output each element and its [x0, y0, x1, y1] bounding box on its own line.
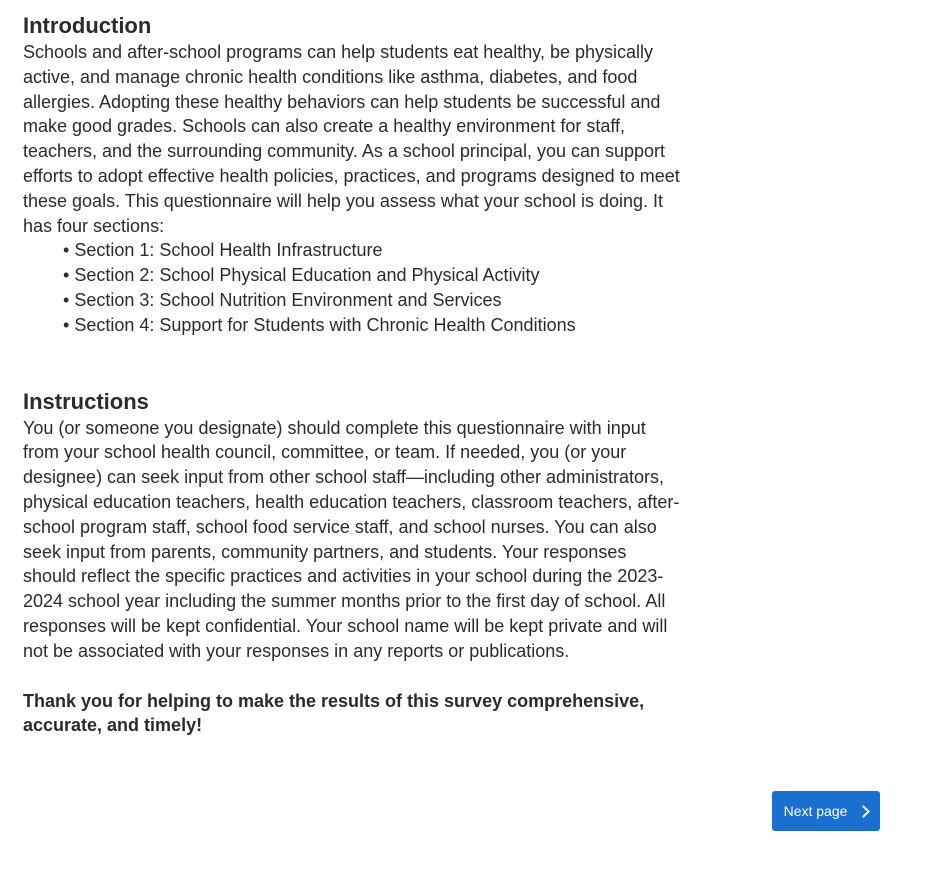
section-list-item: • Section 4: Support for Students with Chronic Health Conditions [63, 313, 683, 338]
instructions-heading: Instructions [23, 388, 149, 414]
next-page-label: Next page [783, 803, 848, 819]
section-list [23, 238, 683, 337]
instructions-body: You (or someone you designate) should complete this questionnaire with input from your school health council, committee, or team. If needed, you (or your designee) can seek input from other school staff—including other administrators, physical education teachers, health education teachers, classroom teachers, after-school program staff, school food service staff, and school nurses. You can also seek input from parents, community partners, and students. Your responses should reflect the specific practices and activities in your school during the 2023-2024 school year including the summer months prior to the first day of school. All responses will be kept confidential. Your school name will be kept private and will not be associated with your responses in any reports or publications. [23, 417, 680, 661]
spacer [23, 664, 683, 689]
section-list-item: • Section 2: School Physical Education and Physical Activity [63, 263, 683, 288]
chevron-right-icon [858, 805, 871, 818]
next-page-button[interactable] [772, 791, 880, 831]
spacer [23, 338, 683, 388]
section-list-item: • Section 3: School Nutrition Environment and Services [63, 288, 683, 313]
intro-heading: Introduction [23, 13, 152, 38]
thank-you-note: Thank you for helping to make the results of this survey comprehensive, accurate, and timely! [23, 690, 645, 736]
intro-body: Schools and after-school programs can help students eat healthy, be physically active, and manage chronic health conditions like asthma, diabetes, and food allergies. Adopting these healthy behaviors can help students be successful and make good grades. Schools can also create a healthy environment for staff, teachers, and the surrounding community. As a school principal, you can support efforts to adopt effective health policies, practices, and programs designed to meet these goals. This questionnaire will help you assess what your school is doing. It has four sections: [23, 42, 680, 236]
section-list-item: • Section 1: School Health Infrastructure [63, 238, 683, 263]
survey-intro-content [23, 12, 683, 738]
